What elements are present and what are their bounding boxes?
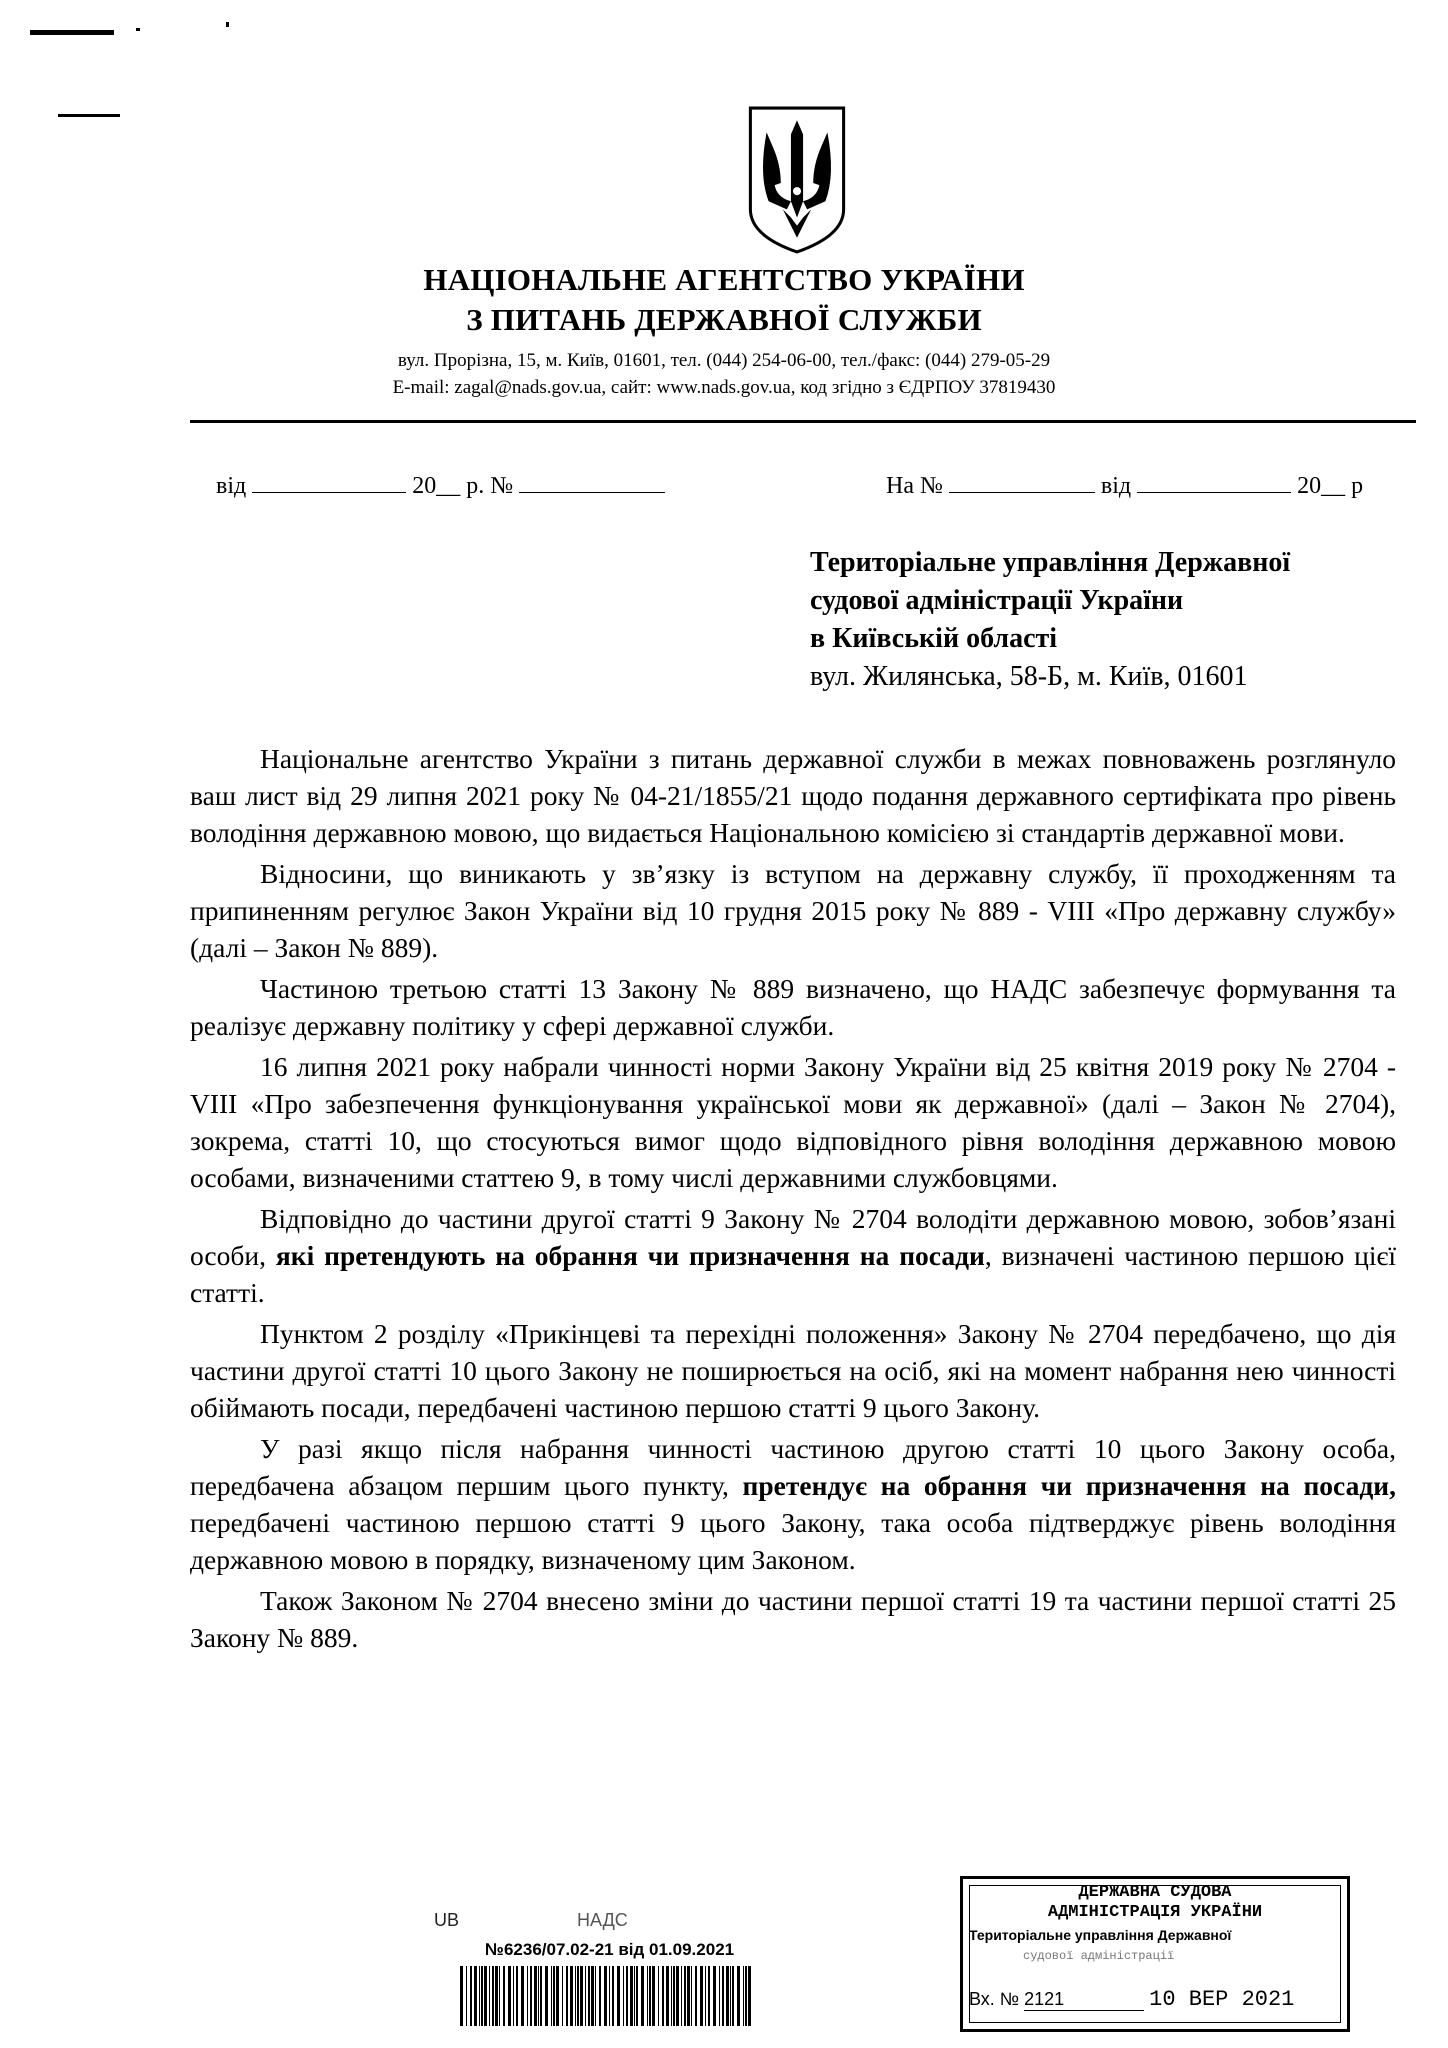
barcode-bar bbox=[499, 1966, 500, 2026]
body-paragraph: Також Законом № 2704 внесено зміни до частини першої статті 19 та частини першої статті 25 Закону № 889. bbox=[190, 1585, 1396, 1653]
letter-body bbox=[190, 740, 1396, 1660]
body-paragraph: Національне агентство України з питань державної служби в межах повноважень розглянуло ваш лист від 29 липня 2021 року № 04-21/1855/21 щодо подання державного сертифіката про рівень володіння державною мовою, що видається Національною комісією зі стандартів державної мови. bbox=[190, 743, 1396, 848]
body-paragraph: Відповідно до частини другої статті 9 Закону № 2704 володіти державною мовою, зобов’язані особи, які претендують на обрання чи призначення на посади, визначені частиною першою цієї статті. bbox=[190, 1203, 1396, 1308]
year-label: 20__ р. bbox=[412, 473, 485, 499]
barcode-bar bbox=[719, 1966, 720, 2026]
incoming-date: 10 ВЕР 2021 bbox=[1149, 1987, 1295, 2012]
registration-code-right: НАДС bbox=[577, 1910, 628, 1930]
barcode-bar bbox=[553, 1966, 555, 2026]
number-blank bbox=[519, 472, 665, 493]
scan-mark bbox=[226, 22, 229, 27]
barcode-bar bbox=[676, 1966, 679, 2026]
barcode-bar bbox=[604, 1966, 607, 2026]
recipient-block bbox=[810, 544, 1290, 696]
barcode-bar bbox=[609, 1966, 610, 2026]
barcode-bar bbox=[508, 1966, 511, 2026]
barcode-bar bbox=[745, 1966, 747, 2026]
barcode-bar bbox=[527, 1966, 528, 2026]
barcode-bar bbox=[566, 1966, 568, 2026]
barcode-bar bbox=[545, 1966, 548, 2026]
barcode-bar bbox=[730, 1966, 731, 2026]
organization-name-line2: З ПИТАНЬ ДЕРЖАВНОЇ СЛУЖБИ bbox=[466, 302, 982, 337]
body-paragraph: У разі якщо після набрання чинності частиною другою статті 10 цього Закону особа, передбачена абзацом першим цього пункту, претендує на обрання чи призначення на посади, передбачені частиною першою статті 9 цього Закону, така особа підтверджує рівень володіння державною мовою в порядку, визначеному цим Законом. bbox=[190, 1433, 1396, 1575]
incoming-label: Вх. № bbox=[969, 1989, 1020, 2009]
body-paragraph: Пунктом 2 розділу «Прикінцеві та перехідні положення» Закону № 2704 передбачено, що дія частини другої статті 10 цього Закону не поширюється на осіб, які на момент набрання нею чинності обіймають посади, передбачені частиною першою статті 9 цього Закону. bbox=[190, 1318, 1396, 1423]
recipient-address: вул. Жилянська, 58-Б, м. Київ, 01601 bbox=[810, 661, 1248, 692]
barcode-bar bbox=[722, 1966, 724, 2026]
barcode-bar bbox=[623, 1966, 624, 2026]
stamp-line: судової адміністрації bbox=[1023, 1949, 1175, 1963]
barcode-bar bbox=[575, 1966, 576, 2026]
barcode-bar bbox=[634, 1966, 635, 2026]
recipient-line: Територіальне управління Державної bbox=[810, 547, 1291, 578]
body-paragraph: Відносини, що виникають у зв’язку із вступом на державну службу, її проходженням та припиненням регулює Закон України від 10 грудня 2015 року № 889 - VIII «Про державну службу» (далі – Закон № 889). bbox=[190, 858, 1396, 963]
registration-code-left: UB bbox=[434, 1910, 460, 1930]
organization-contacts: E-mail: zagal@nads.gov.ua, сайт: www.nads.gov.ua, код згідно з ЄДРПОУ 37819430 bbox=[392, 377, 1056, 398]
barcode-bar bbox=[460, 1966, 463, 2026]
barcode-bar bbox=[617, 1966, 620, 2026]
barcode-bar bbox=[743, 1966, 744, 2026]
incoming-reference bbox=[886, 472, 1363, 500]
reply-date-blank bbox=[1137, 472, 1291, 493]
barcode-bar bbox=[556, 1966, 559, 2026]
trident-emblem-icon bbox=[746, 104, 848, 256]
organization-address: вул. Прорізна, 15, м. Київ, 01601, тел. (044) 254-06-00, тел./факс: (044) 279-05-29 bbox=[397, 350, 1051, 371]
barcode-bar bbox=[570, 1966, 573, 2026]
recipient-line: в Київській області bbox=[810, 623, 1058, 654]
barcode-bar bbox=[687, 1966, 690, 2026]
registration-number: №6236/07.02-21 від 01.09.2021 bbox=[485, 1940, 735, 1959]
barcode-bar bbox=[474, 1966, 477, 2026]
barcode-bar bbox=[666, 1966, 669, 2026]
barcode-bar bbox=[636, 1966, 638, 2026]
barcode-bar bbox=[726, 1966, 729, 2026]
barcode-bar bbox=[662, 1966, 664, 2026]
barcode-bar bbox=[479, 1966, 480, 2026]
barcode-bar bbox=[700, 1966, 703, 2026]
barcode-bar bbox=[649, 1966, 651, 2026]
stamp-line: АДМІНІСТРАЦІЯ УКРАЇНИ bbox=[1047, 1903, 1263, 1922]
barcode-bar bbox=[732, 1966, 734, 2026]
barcode-bar bbox=[481, 1966, 483, 2026]
barcode-bar bbox=[585, 1966, 586, 2026]
barcode-bar bbox=[495, 1966, 498, 2026]
header-divider bbox=[190, 420, 1416, 423]
barcode-bar bbox=[577, 1966, 579, 2026]
organization-name-line1: НАЦІОНАЛЬНЕ АГЕНТСТВО УКРАЇНИ bbox=[423, 262, 1025, 297]
barcode-bar bbox=[691, 1966, 692, 2026]
reply-year-label: 20__ р bbox=[1297, 473, 1364, 499]
barcode-bar bbox=[681, 1966, 682, 2026]
barcode-bar bbox=[580, 1966, 583, 2026]
from-label: від bbox=[216, 473, 247, 499]
scan-mark bbox=[58, 114, 120, 117]
date-blank bbox=[252, 472, 406, 493]
reply-to-label: На № bbox=[886, 473, 943, 499]
barcode bbox=[458, 1966, 756, 2026]
barcode-bar bbox=[626, 1966, 628, 2026]
barcode-bar bbox=[671, 1966, 672, 2026]
barcode-bar bbox=[470, 1966, 472, 2026]
barcode-bar bbox=[695, 1966, 697, 2026]
barcode-bar bbox=[684, 1966, 686, 2026]
barcode-bar bbox=[492, 1966, 494, 2026]
stamp-line: ДЕРЖАВНА СУДОВА bbox=[1078, 1883, 1232, 1902]
number-label: № bbox=[490, 473, 514, 499]
scan-mark bbox=[136, 28, 140, 31]
barcode-bar bbox=[595, 1966, 596, 2026]
barcode-bar bbox=[516, 1966, 518, 2026]
incoming-number: 2121 bbox=[1024, 1989, 1144, 2011]
barcode-bar bbox=[551, 1966, 552, 2026]
barcode-bar bbox=[630, 1966, 633, 2026]
barcode-bar bbox=[513, 1966, 514, 2026]
barcode-bar bbox=[708, 1966, 710, 2026]
barcode-bar bbox=[737, 1966, 740, 2026]
reply-from-label: від bbox=[1100, 473, 1132, 499]
scan-mark bbox=[30, 30, 114, 35]
stamp-line: Територіальне управління Державної bbox=[969, 1927, 1232, 1943]
barcode-bar bbox=[534, 1966, 537, 2026]
barcode-bar bbox=[540, 1966, 542, 2026]
stamp-incoming-field bbox=[969, 1987, 1353, 2012]
body-paragraph: Частиною третьою статті 13 Закону № 889 визначено, що НАДС забезпечує формування та реалізує державну політику у сфері державної служби. bbox=[190, 973, 1396, 1041]
barcode-bar bbox=[647, 1966, 648, 2026]
reply-number-blank bbox=[949, 472, 1095, 493]
barcode-bar bbox=[673, 1966, 675, 2026]
barcode-bar bbox=[530, 1966, 532, 2026]
barcode-bar bbox=[658, 1966, 659, 2026]
barcode-bar bbox=[599, 1966, 601, 2026]
barcode-bar bbox=[641, 1966, 644, 2026]
barcode-bar bbox=[652, 1966, 655, 2026]
barcode-bar bbox=[538, 1966, 539, 2026]
barcode-bar bbox=[489, 1966, 490, 2026]
barcode-bar bbox=[562, 1966, 563, 2026]
barcode-bar bbox=[484, 1966, 487, 2026]
barcode-bar bbox=[503, 1966, 505, 2026]
incoming-stamp bbox=[960, 1876, 1350, 2032]
recipient-line: судової адміністрації України bbox=[810, 585, 1184, 616]
barcode-bar bbox=[588, 1966, 590, 2026]
outgoing-reference bbox=[216, 472, 665, 500]
barcode-bar bbox=[521, 1966, 524, 2026]
barcode-bar bbox=[591, 1966, 594, 2026]
barcode-bar bbox=[748, 1966, 751, 2026]
barcode-bar bbox=[713, 1966, 716, 2026]
barcode-bar bbox=[705, 1966, 706, 2026]
barcode-bar bbox=[612, 1966, 614, 2026]
body-paragraph: 16 липня 2021 року набрали чинності норми Закону України від 25 квітня 2019 року № 2704 - VIII «Про забезпечення функціонування української мови як державної» (далі – Закон № 2704), зокрема, статті 10, що стосуються вимог щодо відповідного рівня володіння державною мовою особами, визначеними статтею 9, в тому числі державними службовцями. bbox=[190, 1051, 1396, 1193]
barcode-bar bbox=[466, 1966, 467, 2026]
